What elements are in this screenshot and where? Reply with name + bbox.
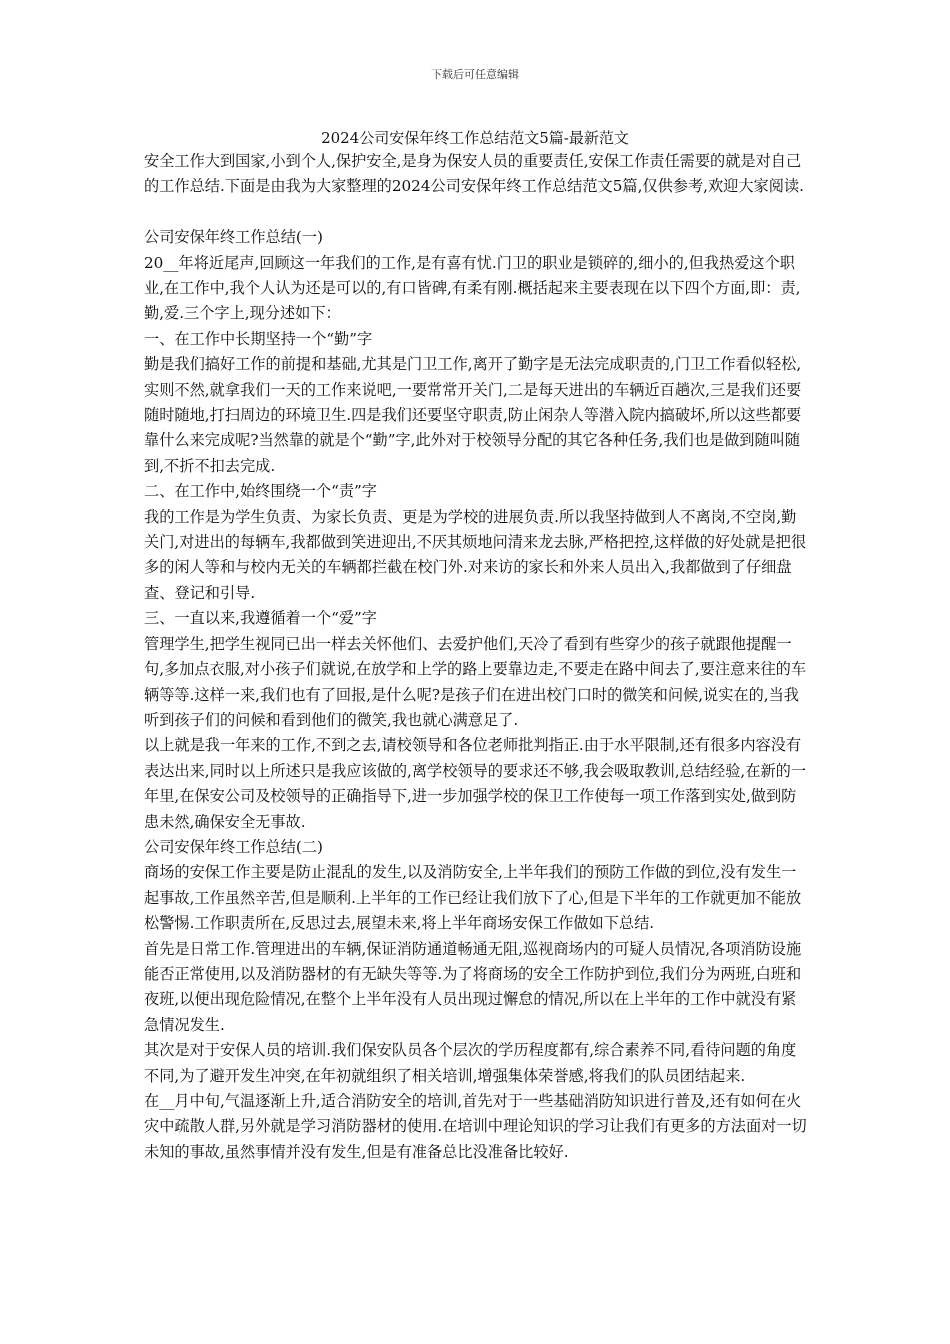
body-paragraph: 我的工作是为学生负责、为家长负责、更是为学校的进展负责.所以我坚持做到人不离岗,不空岗,勤关门,对进出的每辆车,我都做到笑进迎出,不厌其烦地问清来龙去脉,严格把控,这样做的好处就是把很多的闲人等和与校内无关的车辆都拦截在校门外.对来访的家长和外来人员出入,我都做到了仔细盘查、登记和引导.	[144, 507, 807, 602]
body-paragraph: 首先是日常工作.管理进出的车辆,保证消防通道畅通无阻,巡视商场内的可疑人员情况,各项消防设施能否正常使用,以及消防器材的有无缺失等等.为了将商场的安全工作防护到位,我们分为两班,白班和夜班,以便出现危险情况,在整个上半年没有人员出现过懈怠的情况,所以在上半年的工作中就没有紧急情况发生.	[144, 939, 802, 1034]
subheading-ze: 二、在工作中,始终围绕一个“责”字	[144, 482, 377, 501]
document-title: 2024公司安保年终工作总结范文5篇-最新范文	[321, 129, 629, 147]
body-paragraph: 管理学生,把学生视同已出一样去关怀他们、去爱护他们,天冷了看到有些穿少的孩子就跟他提醒一句,多加点衣服,对小孩子们就说,在放学和上学的路上要靠边走,不要走在路中间去了,要注意来往的车辆等等.这样一来,我们也有了回报,是什么呢?是孩子们在进出校门口时的微笑和问候,说实在的,当我听到孩子们的问候和看到他们的微笑,我也就心满意足了.	[144, 634, 807, 729]
blank-line	[144, 200, 810, 225]
body-paragraph: 20__年将近尾声,回顾这一年我们的工作,是有喜有忧.门卫的职业是锁碎的,细小的,但我热爱这个职业,在工作中,我个人认为还是可以的,有口皆碑,有柔有刚.概括起来主要表现在以下四个方面,即：责,勤,爱.三个字上,现分述如下：	[144, 253, 801, 323]
section-heading-2: 公司安保年终工作总结(二)	[144, 837, 323, 856]
body-paragraph: 勤是我们搞好工作的前提和基础,尤其是门卫工作,离开了勤字是无法完成职责的,门卫工作看似轻松,实则不然,就拿我们一天的工作来说吧,一要常常开关门,二是每天进出的车辆近百趟次,三是我们还要随时随地,打扫周边的环境卫生.四是我们还要坚守职责,防止闲杂人等潜入院内搞破坏,所以这些都要靠什么来完成呢?当然靠的就是个“勤”字,此外对于校领导分配的其它各种任务,我们也是做到随叫随到,不折不扣去完成.	[144, 355, 802, 475]
document-body	[144, 149, 810, 1165]
subheading-qin: 一、在工作中长期坚持一个“勤”字	[144, 329, 373, 348]
subheading-ai: 三、一直以来,我遵循着一个“爱”字	[144, 609, 377, 628]
body-paragraph: 以上就是我一年来的工作,不到之去,请校领导和各位老师批判指正.由于水平限制,还有很多内容没有表达出来,同时以上所述只是我应该做的,离学校领导的要求还不够,我会吸取教训,总结经验,在新的一年里,在保安公司及校领导的正确指导下,进一步加强学校的保卫工作使每一项工作落到实处,做到防患未然,确保安全无事故.	[144, 736, 807, 831]
intro-paragraph: 安全工作大到国家,小到个人,保护安全,是身为保安人员的重要责任,安保工作责任需要的就是对自己的工作总结.下面是由我为大家整理的2024公司安保年终工作总结范文5篇,仅供参考,欢迎大家阅读.	[144, 152, 804, 196]
header-note: 下载后可任意编辑	[431, 68, 519, 81]
body-paragraph: 其次是对于安保人员的培训.我们保安队员各个层次的学历程度都有,综合素养不同,看待问题的角度不同,为了避开发生冲突,在年初就组织了相关培训,增强集体荣誉感,将我们的队员团结起来.	[144, 1041, 797, 1085]
body-paragraph: 在__月中旬,气温逐渐上升,适合消防安全的培训,首先对于一些基础消防知识进行普及,还有如何在火灾中疏散人群,另外就是学习消防器材的使用.在培训中理论知识的学习让我们有更多的方法面对一切未知的事故,虽然事情并没有发生,但是有准备总比没准备比较好.	[144, 1092, 807, 1161]
body-paragraph: 商场的安保工作主要是防止混乱的发生,以及消防安全,上半年我们的预防工作做的到位,没有发生一起事故,工作虽然辛苦,但是顺利.上半年的工作已经让我们放下了心,但是下半年的工作就更加不能放松警惕.工作职责所在,反思过去,展望未来,将上半年商场安保工作做如下总结.	[144, 863, 802, 933]
section-heading-1: 公司安保年终工作总结(一)	[144, 228, 323, 247]
